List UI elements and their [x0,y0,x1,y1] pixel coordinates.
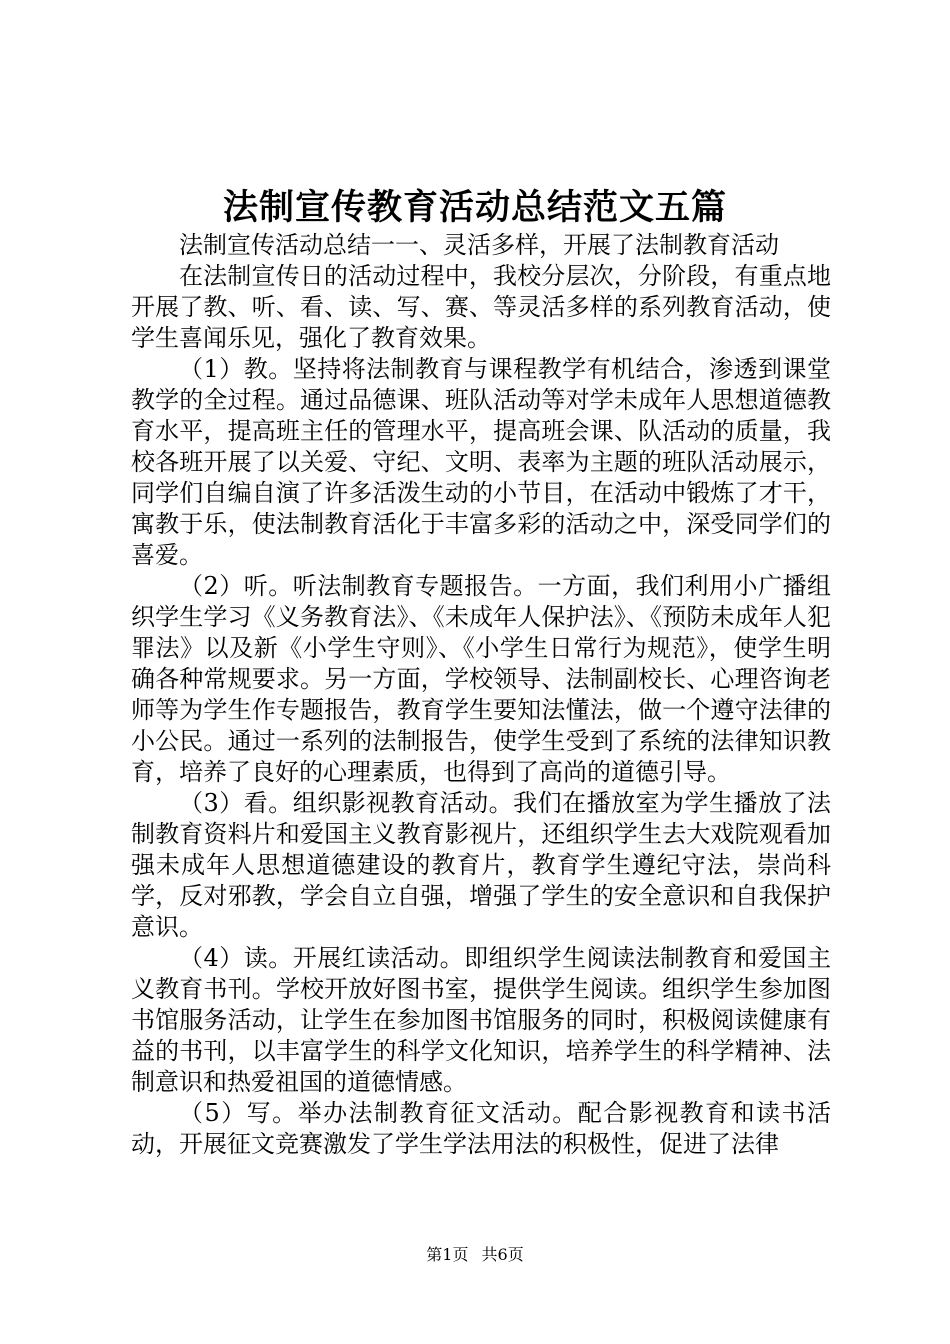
paragraph: （2）听。听法制教育专题报告。一方面，我们利用小广播组织学生学习《义务教育法》、《未成年人保护法》、《预防未成年人犯罪法》以及新《小学生守则》、《小学生日常行为规范》，使学生明确各种常规要求。另一方面，学校领导、法制副校长、心理咨询老师等为学生作专题报告，教育学生要知法懂法，做一个遵守法律的小公民。通过一系列的法制报告，使学生受到了系统的法律知识教育，培养了良好的心理素质，也得到了高尚的道德引导。 [131,572,831,786]
page-total: 共6页 [481,1245,524,1264]
paragraph: （5）写。举办法制教育征文活动。配合影视教育和读书活动，开展征文竞赛激发了学生学法用法的积极性，促进了法律 [131,1099,831,1158]
page-number: 第1页 [426,1245,469,1264]
paragraph: （1）教。坚持将法制教育与课程教学有机结合，渗透到课堂教学的全过程。通过品德课、班队活动等对学未成年人思想道德教育水平，提高班主任的管理水平，提高班会课、队活动的质量，我校各班开展了以关爱、守纪、文明、表率为主题的班队活动展示，同学们自编自演了许多活泼生动的小节目，在活动中锻炼了才干，寓教于乐，使法制教育活化于丰富多彩的活动之中，深受同学们的喜爱。 [131,355,831,569]
paragraph: 在法制宣传日的活动过程中，我校分层次，分阶段，有重点地开展了教、听、看、读、写、赛、等灵活多样的系列教育活动，使学生喜闻乐见，强化了教育效果。 [131,262,831,352]
page-footer [0,1244,950,1266]
document-title: 法制宣传教育活动总结范文五篇 [222,187,727,228]
document-body [131,230,831,1160]
paragraph: （3）看。组织影视教育活动。我们在播放室为学生播放了法制教育资料片和爱国主义教育影视片，还组织学生去大戏院观看加强未成年人思想道德建设的教育片，教育学生遵纪守法，崇尚科学，反对邪教，学会自立自强，增强了学生的安全意识和自我保护意识。 [131,789,831,941]
paragraph-heading: 法制宣传活动总结一一、灵活多样，开展了法制教育活动 [179,231,779,259]
paragraph: （4）读。开展红读活动。即组织学生阅读法制教育和爱国主义教育书刊。学校开放好图书室，提供学生阅读。组织学生参加图书馆服务活动，让学生在参加图书馆服务的同时，积极阅读健康有益的书刊，以丰富学生的科学文化知识，培养学生的科学精神、法制意识和热爱祖国的道德情感。 [131,944,831,1096]
